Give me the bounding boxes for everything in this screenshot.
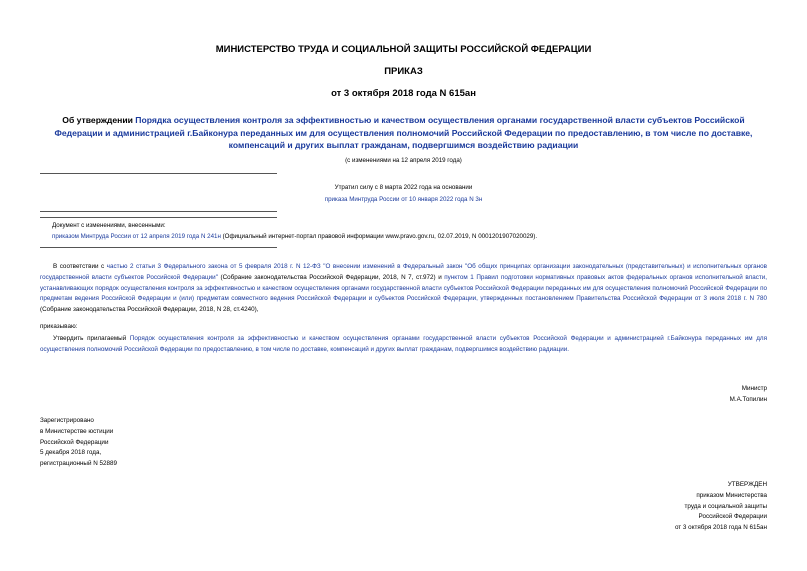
title-link[interactable]: Порядка осуществления контроля за эффективностью и качеством осуществления органами государственной власти субъектов Российской Федерации и администрацией г.Байконура переданных им для осуществления полномочий Российской Федерации по предоставлению, в том числе по доставке, компенсаций и других выплат гражданам, подвергшимся воздействию радиации [54, 115, 753, 151]
ministry-heading: МИНИСТЕРСТВО ТРУДА И СОЦИАЛЬНОЙ ЗАЩИТЫ РОССИЙСКОЙ ФЕДЕРАЦИИ [215, 44, 592, 55]
procedure-link[interactable]: Порядок осуществления контроля за эффективностью и качеством осуществления органами государственной власти субъектов Российской Федерации и администрацией г.Байконура переданных им для осуществления полномочий Российской Федерации по предоставлению, в том числе по доставке, компенсаций и других выплат гражданам, подвергшимся воздействию радиации. [40, 335, 767, 353]
divider [40, 211, 277, 212]
approved-line: труда и социальной защиты [684, 502, 767, 510]
order-text: Утвердить прилагаемый [53, 335, 130, 342]
signature-position: Министр [741, 385, 767, 392]
preamble-text: (Собрание законодательства Российской Федерации, 2018, N 28, ст.4240), [40, 306, 259, 314]
title-prefix: Об утверждении [62, 115, 136, 125]
registration-line: 5 декабря 2018 года, [40, 449, 102, 457]
registration-line: Зарегистрировано [40, 417, 94, 424]
signature-name: М.А.Топилин [729, 396, 767, 403]
approved-line: Российской Федерации [698, 513, 767, 521]
preamble-paragraph [40, 262, 767, 316]
registration-line: регистрационный N 52889 [40, 460, 118, 468]
doc-type: ПРИКАЗ [384, 66, 423, 77]
law-link[interactable]: частью 2 статьи 3 Федерального закона от 5 февраля 2018 г. N 12-ФЗ "О внесении изменений в Федеральный закон "Об общих принципах организации законодательных (представительных) и исполнительных органов государственной власти субъектов Российской Федерации" [40, 263, 767, 281]
repeal-link[interactable]: приказа Минтруда России от 10 января 2022 года N 3н [324, 196, 483, 203]
registration-line: в Министерстве юстиции [40, 427, 114, 435]
preamble-text: В соответствии с [53, 263, 107, 270]
approved-line: приказом Министерства [696, 491, 767, 499]
doc-date: от 3 октября 2018 года N 615ан [331, 88, 476, 99]
amendments-label: Документ с изменениями, внесенными: [52, 222, 166, 229]
divider [40, 217, 277, 218]
registration-block [40, 416, 117, 470]
approved-line: УТВЕРЖДЕН [727, 481, 767, 488]
revision-note: (с изменениями на 12 апреля 2019 года) [345, 157, 462, 164]
approved-block [517, 480, 767, 534]
rules-link[interactable]: пунктом 1 Правил подготовки нормативных правовых актов федеральных органов исполнительной власти, устанавливающих порядок осуществления контроля за эффективностью и качеством осуществления органами государственной власти субъектов Российской Федерации переданных им для осуществления полномочий Российской Федерации по предметам ведения Российской Федерации и (или) предметам совместного ведения Российской Федерации и субъектов Российской Федерации, утвержденных постановлением Правительства Российской Федерации от 3 июля 2018 г. N 780 [40, 273, 768, 303]
amendments-link[interactable]: приказом Минтруда России от 12 апреля 2019 года N 241н [52, 233, 221, 240]
amendments-rest: (Официальный интернет-портал правовой информации www.pravo.gov.ru, 02.07.2019, N 0001201907020029). [220, 233, 538, 240]
registration-line: Российской Федерации [40, 438, 109, 446]
document-title [40, 114, 767, 152]
divider [40, 247, 277, 248]
preamble-text: (Собрание законодательства Российской Федерации, 2018, N 7, ст.972) и [217, 273, 445, 281]
order-paragraph [40, 334, 767, 356]
amendments-line [52, 232, 767, 243]
divider [40, 173, 277, 174]
order-word: приказываю: [40, 323, 78, 330]
approved-line: от 3 октября 2018 года N 615ан [674, 524, 767, 532]
repeal-text: Утратил силу с 8 марта 2022 года на основании [334, 184, 473, 191]
